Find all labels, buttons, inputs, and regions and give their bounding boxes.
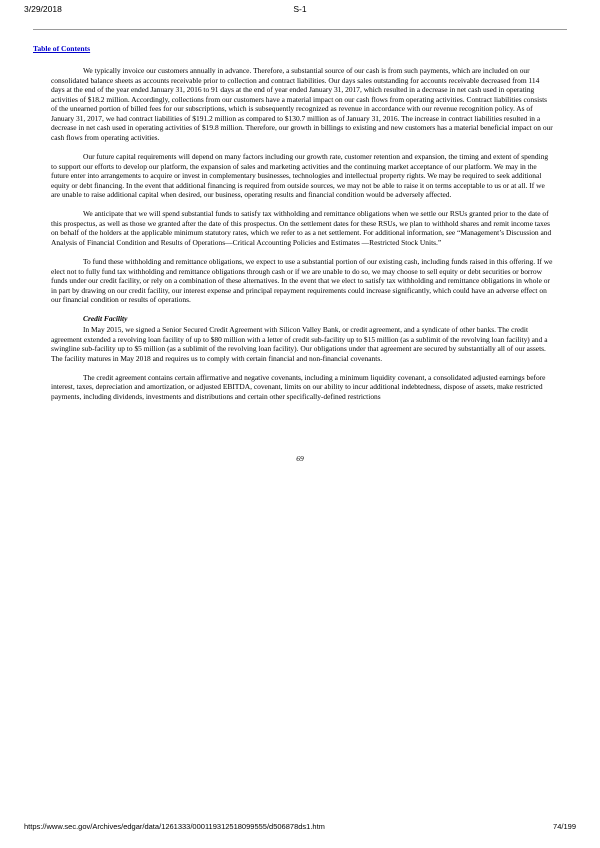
paragraph-funding-obligations: To fund these withholding and remittance obligations, we expect to use a substantial portion of our existing cash, including funds raised in this offering. If we elect not to fully fund tax withholding and remittance obligations through cash or if we are unable to do so, we may choose to sell equity or debt securities or borrow funds under our credit facility, or rely on a combination of these alternatives. In the event that we elect to satisfy tax withholding and remittance obligations in whole or in part by drawing on our credit facility, our interest expense and principal repayment requirements could increase significantly, which could have an adverse effect on our financial condition or results of operations. (51, 257, 553, 305)
credit-facility-heading: Credit Facility (83, 314, 128, 324)
print-header (24, 4, 576, 18)
print-footer (24, 822, 576, 834)
paragraph-capital-requirements: Our future capital requirements will depend on many factors including our growth rate, customer retention and expansion, the timing and extent of spending to support our efforts to develop our platform, the expansion of sales and marketing activities and the continuing market acceptance of our platform. We may in the future enter into arrangements to acquire or invest in complementary businesses, technologies and intellectual property rights. We may be required to seek additional equity or debt financing. In the event that additional financing is required from outside sources, we may not be able to raise it on terms acceptable to us or at all. If we are unable to raise additional capital when desired, our business, operating results and financial condition would be adversely affected. (51, 151, 549, 200)
table-of-contents-link[interactable]: Table of Contents (33, 44, 91, 53)
header-divider (33, 29, 567, 30)
paragraph-covenants: The credit agreement contains certain affirmative and negative covenants, including a minimum liquidity covenant, a consolidated adjusted earnings before interest, taxes, depreciation and amortization, or adjusted EBITDA, covenant, limits on our ability to incur additional indebtedness, dispose of assets, make restricted payments, including dividends, investments and distributions and certain other specifically-defined restrictions (51, 372, 546, 401)
page-number: 69 (296, 454, 304, 463)
print-url: https://www.sec.gov/Archives/edgar/data/1261333/000119312518099555/d506878ds1.htm (24, 822, 325, 831)
paragraph-credit-agreement: In May 2015, we signed a Senior Secured Credit Agreement with Silicon Valley Bank, or credit agreement, and a syndicate of other banks. The credit agreement extended a revolving loan facility of up to $80 million with a letter of credit sub-facility up to $15 million (as a sublimit of the revolving loan facility) and a swingline sub-facility up to $5 million (as a sublimit of the revolving loan facility). Our obligations under that agreement are secured by substantially all of our assets. The facility matures in May 2018 and requires us to comply with certain financial and non-financial covenants. (51, 324, 548, 363)
paragraph-invoicing: We typically invoice our customers annually in advance. Therefore, a substantial source of our cash is from such payments, which are included on our consolidated balance sheets as accounts receivable prior to collection and contract liabilities. Our days sales outstanding for accounts receivable decreased from 114 days at the end of the year ended January 31, 2016 to 91 days at the end of year ended January 31, 2017, which resulted in a decrease in net cash used in operating activities of $18.2 million. Accordingly, collections from our customers have a material impact on our cash flows from operating activities. Contract liabilities consists of the unearned portion of billed fees for our subscriptions, which is subsequently recognized as revenue in accordance with our revenue recognition policy. As of January 31, 2017, we had contract liabilities of $191.2 million as compared to $130.7 million as of January 31, 2016. The increase in contract liabilities resulted in a decrease in net cash used in operating activities of $19.8 million. Therefore, our growth in billings to existing and new customers has a material beneficial impact on our cash flows from operating activities. (51, 66, 553, 142)
paragraph-rsu-withholding: We anticipate that we will spend substantial funds to satisfy tax withholding and remittance obligations when we settle our RSUs granted prior to the date of this prospectus, as well as those we granted after the date of this prospectus. On the settlement dates for these RSUs, we plan to withhold shares and remit income taxes on behalf of the holders at the applicable minimum statutory rates, which we refer to as a net settlement. For additional information, see “Management’s Discussion and Analysis of Financial Condition and Results of Operations—Critical Accounting Policies and Estimates —Restricted Stock Units.” (51, 209, 552, 247)
document-body (51, 66, 553, 411)
print-title: S-1 (293, 4, 307, 14)
print-page-count: 74/199 (553, 822, 576, 831)
print-date: 3/29/2018 (24, 4, 62, 14)
